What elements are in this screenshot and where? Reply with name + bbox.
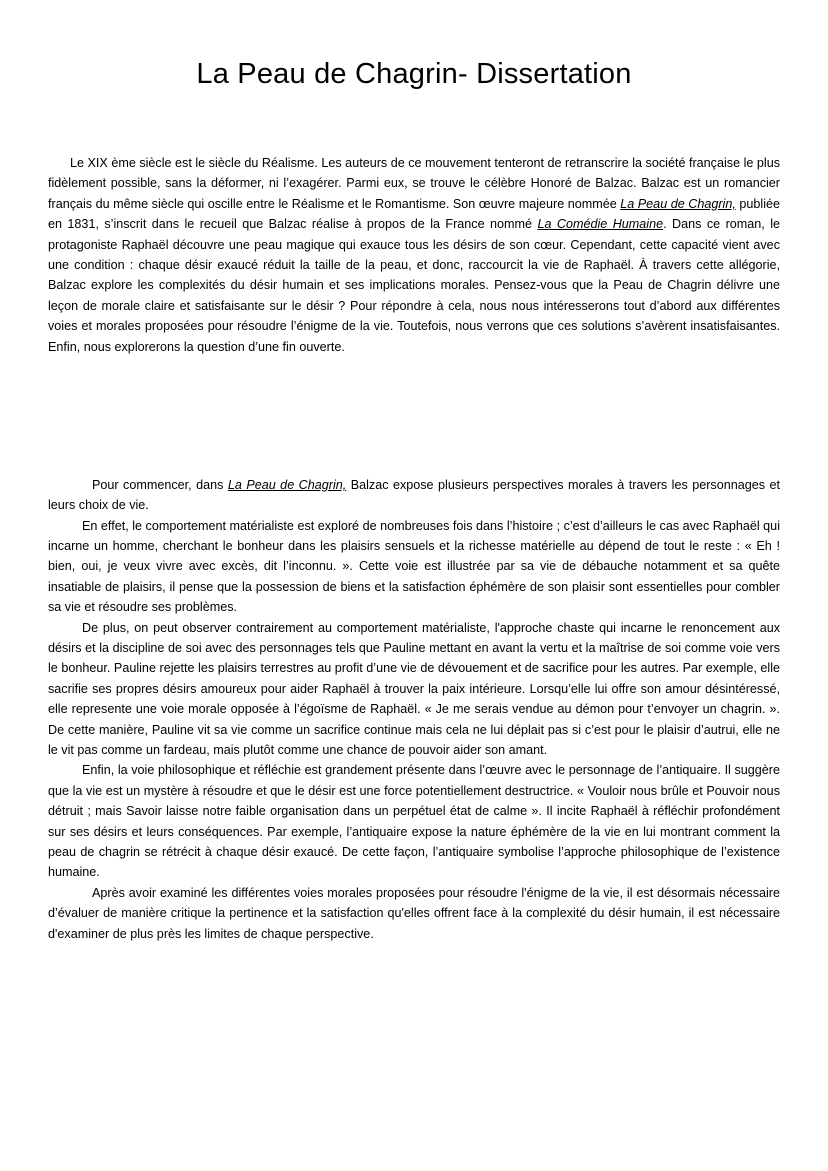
introduction-block — [48, 153, 780, 357]
paragraph-opening — [48, 475, 780, 516]
work-title-la-comedie-humaine: La Comédie Humaine — [537, 217, 664, 232]
intro-text-part3: . Dans ce roman, le protagoniste Raphaël découvre une peau magique qui exauce tous les désirs de son cœur. Cependant, cette capacité vient avec une condition : chaque désir exaucé réduit la taille de la peau, et donc, raccourcit la vie de Raphaël. À travers cette allégorie, Balzac explore les complexités du désir humain et ses implications morales. Pensez-vous que la Peau de Chagrin délivre une leçon de morale claire et satisfaisante sur le désir ? Pour répondre à cela, nous nous intéresserons tout d’abord aux différentes voies et morales proposées pour résoudre l’énigme de la vie. Toutefois, nous verrons que ces solutions s’avèrent insatisfaisantes. Enfin, nous explorerons la question d’une fin ouverte. — [48, 217, 780, 354]
paragraph-transition: Après avoir examiné les différentes voies morales proposées pour résoudre l'énigme de la vie, il est désormais nécessaire d’évaluer de manière critique la pertinence et la satisfaction qu'elles offrent face à la complexité du désir humain, il est nécessaire d'examiner de plus près les limites de chaque perspective. — [48, 885, 780, 941]
work-title-la-peau-de-chagrin: La Peau de Chagrin, — [620, 196, 736, 211]
intro-paragraph — [48, 153, 780, 357]
paragraph-materialiste: En effet, le comportement matérialiste est exploré de nombreuses fois dans l’histoire ; c’est d’ailleurs le cas avec Raphaël qui incarne un homme, cherchant le bonheur dans les plaisirs sensuels et la richesse matérielle au dépend de tout le reste : « Eh ! bien, oui, je veux vivre avec excès, dit l’inconnu. ». Cette voie est illustrée par sa vie de débauche notamment et sa quête insatiable de plaisirs, il pense que la possession de biens et la satisfaction éphémère de son plaisir sont essentielles pour combler sa vie et résoudre ses problèmes. — [48, 518, 780, 615]
paragraph-philosophique: Enfin, la voie philosophique et réfléchie est grandement présente dans l’œuvre avec le personnage de l’antiquaire. Il suggère que la vie est un mystère à résoudre et que le désir est une force potentiellement destructrice. « Vouloir nous brûle et Pouvoir nous détruit ; mais Savoir laisse notre faible organisation dans un perpétuel état de calme ». Il incite Raphaël à réfléchir profondément sur ses désirs et leurs conséquences. Par exemple, l’antiquaire expose la nature éphémère de la vie en lui montrant comment la peau de chagrin se rétrécit à chaque désir exaucé. De cette façon, l’antiquaire symbolise l’approche philosophique de l’existence humaine. — [48, 763, 780, 880]
work-title-la-peau-de-chagrin-2: La Peau de Chagrin, — [227, 477, 347, 492]
intro-text-part2: publiée en 1831, s’inscrit dans le recueil que Balzac réalise à propos de la France nommé — [48, 196, 780, 232]
paragraph-chaste: De plus, on peut observer contrairement au comportement matérialiste, l'approche chaste qui incarne le renoncement aux désirs et la discipline de soi avec des personnages tels que Pauline mettant en avant la vertu et la maîtrise de soi comme voie vers le bonheur. Pauline rejette les plaisirs terrestres au profit d’une vie de dévouement et de sacrifice pour les autres. Par exemple, elle sacrifie ses propres désirs amoureux pour aider Raphaël à trouver la paix intérieure. Lorsqu’elle lui offre son amour désintéressé, elle represente une voie morale opposée à l’égoïsme de Raphaël. « Je me serais vendue au démon pour t’envoyer un chagrin. ». De cette manière, Pauline vit sa vie comme un sacrifice continue mais cela ne lui déplait pas si c’est pour le plaisir d’autrui, elle ne le vit pas comme un fardeau, mais plutôt comme une chance de pouvoir aider son amant. — [48, 620, 780, 757]
paragraph-text-part1: Pour commencer, dans — [92, 477, 228, 492]
paragraph-text-part2: Balzac expose plusieurs perspectives morales à travers les personnages et leurs choix de vie. — [48, 477, 780, 513]
page-title: La Peau de Chagrin- Dissertation — [196, 58, 632, 90]
intro-text-part1: Le XIX ème siècle est le siècle du Réalisme. Les auteurs de ce mouvement tenteront de retranscrire la société française le plus fidèlement possible, sans la déformer, ni l’exagérer. Parmi eux, se trouve le célèbre Honoré de Balzac. Balzac est un romancier français du même siècle qui oscille entre le Réalisme et le Romantisme. Son œuvre majeure nommée — [48, 156, 780, 211]
development-block — [48, 475, 780, 944]
